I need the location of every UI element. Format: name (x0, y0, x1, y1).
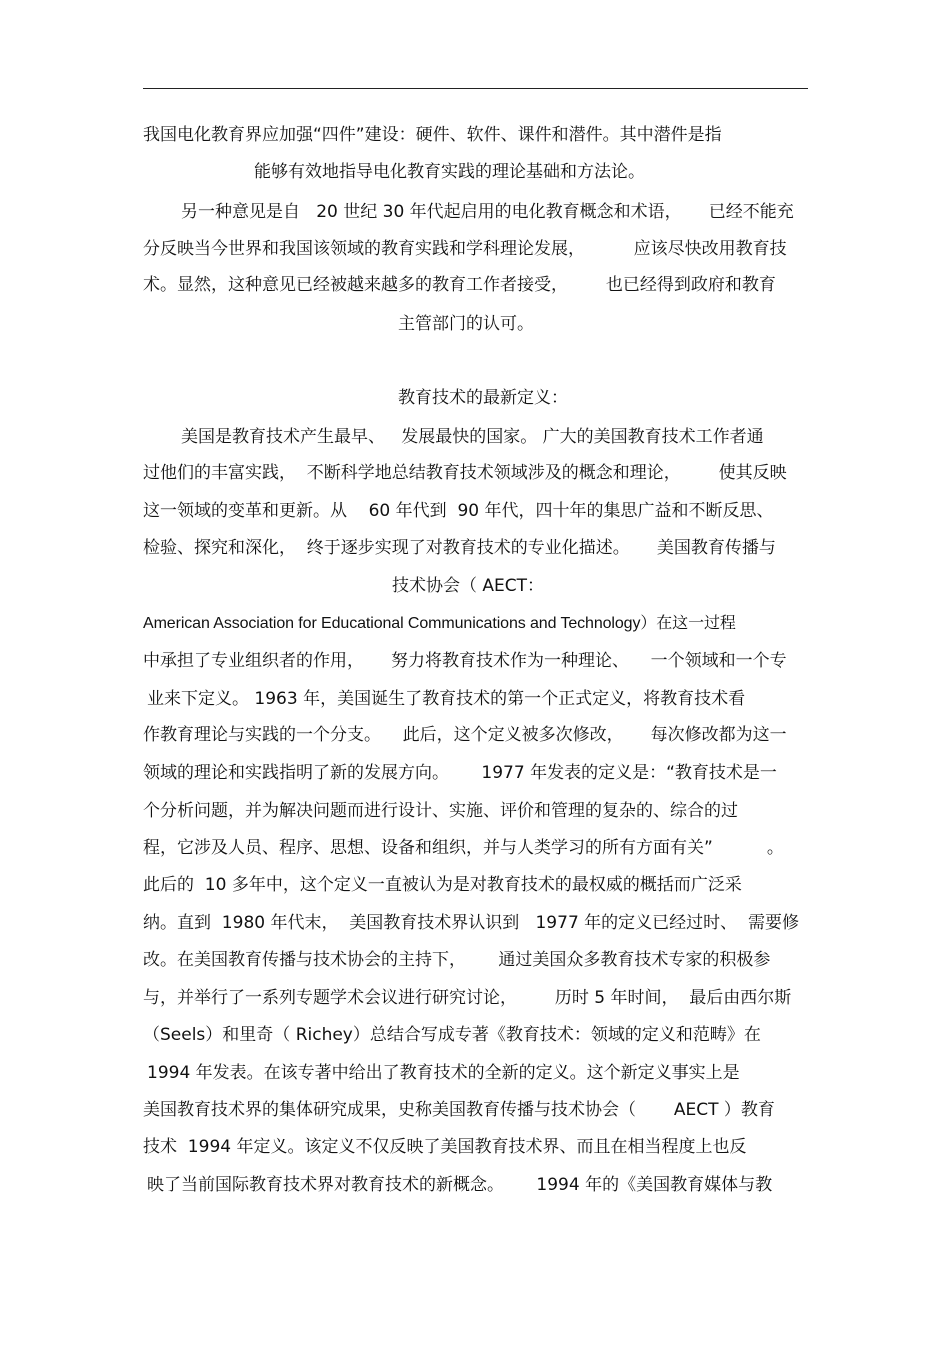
text-line: 这一领域的变革和更新。从 60 年代到 90 年代，四十年的集思广益和不断反思、 (143, 501, 774, 521)
text-line: 纳。直到 1980 年代末， 美国教育技术界认识到 1977 年的定义已经过时、 需要修 (143, 913, 799, 933)
text-line: 主管部门的认可。 (398, 314, 534, 334)
text-line: 1994 年发表。在该专著中给出了教育技术的全新的定义。这个新定义事实上是 (147, 1063, 740, 1083)
text-line: 技术协会（ AECT： (392, 576, 545, 596)
header-rule (143, 88, 808, 89)
text-line: 映了当前国际教育技术界对教育技术的新概念。 1994 年的《美国教育媒体与教 (147, 1175, 773, 1195)
text-line: 能够有效地指导电化教育实践的理论基础和方法论。 (254, 162, 645, 182)
text-line: 领域的理论和实践指明了新的发展方向。 1977 年发表的定义是：“教育技术是一 (143, 763, 777, 783)
text-line: 检验、探究和深化， 终于逐步实现了对教育技术的专业化描述。 美国教育传播与 (143, 538, 776, 558)
text-line: 美国是教育技术产生最早、 发展最快的国家。 广大的美国教育技术工作者通 (181, 427, 764, 447)
text-line: 个分析问题，并为解决问题而进行设计、实施、评价和管理的复杂的、综合的过 (143, 801, 738, 821)
text-line: 程，它涉及人员、程序、思想、设备和组织，并与人类学习的所有方面有关” 。 (143, 838, 784, 858)
text-line: 分反映当今世界和我国该领域的教育实践和学科理论发展， 应该尽快改用教育技 (143, 239, 787, 259)
text-line: 改。在美国教育传播与技术协会的主持下， 通过美国众多教育技术专家的积极参 (143, 950, 771, 970)
text-line: 过他们的丰富实践， 不断科学地总结教育技术领域涉及的概念和理论， 使其反映 (143, 463, 787, 483)
text-line: 另一种意见是自 20 世纪 30 年代起启用的电化教育概念和术语， 已经不能充 (181, 202, 794, 222)
text-line: 美国教育技术界的集体研究成果，史称美国教育传播与技术协会（ AECT ）教育 (143, 1100, 775, 1120)
text-line: 业来下定义。 1963 年，美国诞生了教育技术的第一个正式定义，将教育技术看 (147, 689, 746, 709)
text-line: 中承担了专业组织者的作用， 努力将教育技术作为一种理论、 一个领域和一个专 (143, 651, 787, 671)
text-line: 此后的 10 多年中，这个定义一直被认为是对教育技术的最权威的概括而广泛采 (143, 875, 742, 895)
section-heading: 教育技术的最新定义： (398, 388, 568, 408)
text-line: 术。显然，这种意见已经被越来越多的教育工作者接受， 也已经得到政府和教育 (143, 275, 776, 295)
text-line: 技术 1994 年定义。该定义不仅反映了美国教育技术界、而且在相当程度上也反 (143, 1137, 747, 1157)
text-line: 作教育理论与实践的一个分支。 此后，这个定义被多次修改， 每次修改都为这一 (143, 725, 787, 745)
text-line: 我国电化教育界应加强“四件”建设：硬件、软件、课件和潜件。其中潜件是指 (143, 125, 722, 145)
text-line: （Seels）和里奇（ Richey）总结合写成专著《教育技术：领域的定义和范畴》在 (143, 1025, 761, 1045)
text-line: American Association for Educational Communications and Technology）在这一过程 (143, 615, 736, 632)
text-line: 与，并举行了一系列专题学术会议进行研究讨论， 历时 5 年时间， 最后由西尔斯 (143, 988, 792, 1008)
